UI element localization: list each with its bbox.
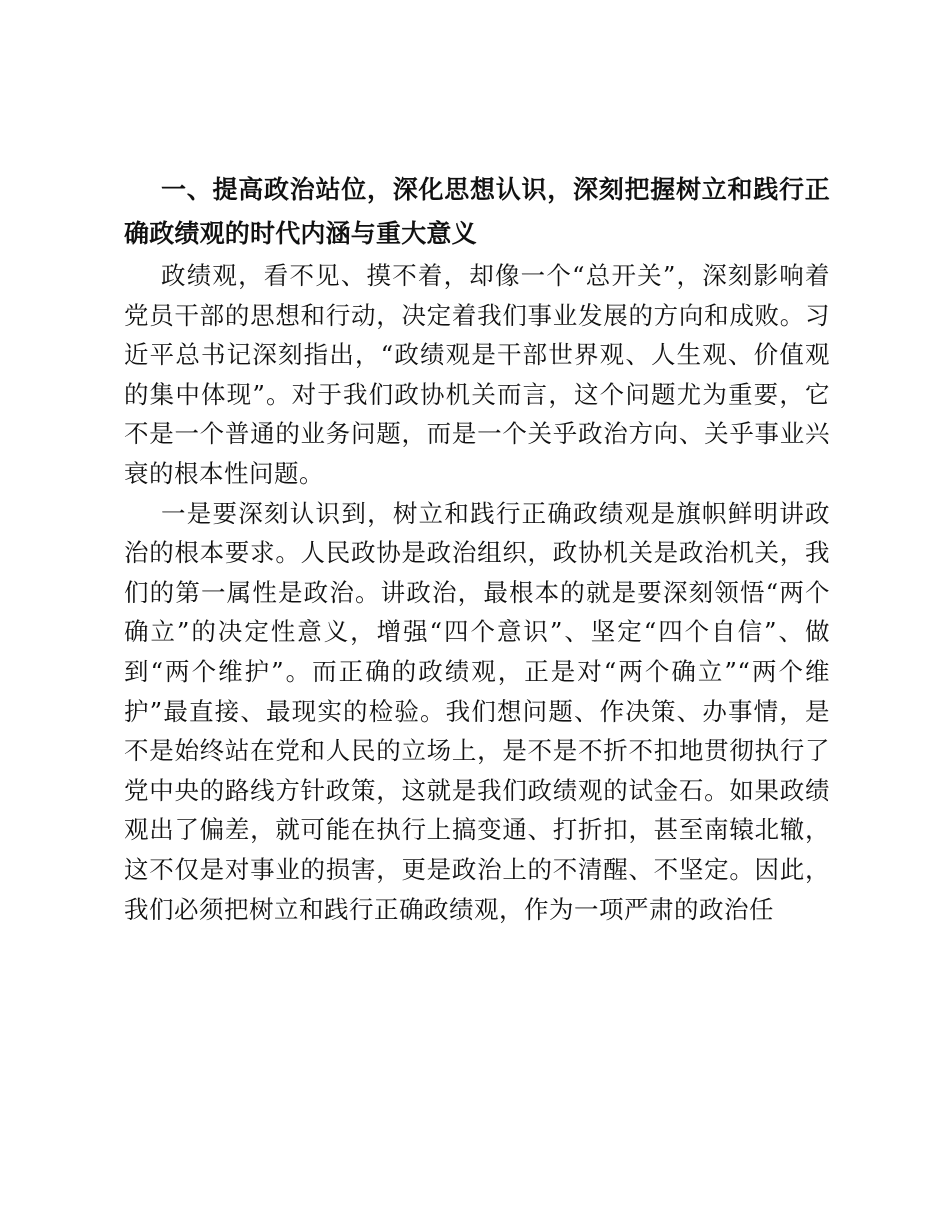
paragraph-point-one: 一是要深刻认识到，树立和践行正确政绩观是旗帜鲜明讲政治的根本要求。人民政协是政治组织，政协机关是政治机关，我们的第一属性是政治。讲政治，最根本的就是要深刻领悟“两个确立”的决定性意义，增强“四个意识”、坚定“四个自信”、做到“两个维护”。而正确的政绩观，正是对“两个确立”“两个维护”最直接、最现实的检验。我们想问题、作决策、办事情，是不是始终站在党和人民的立场上，是不是不折不扣地贯彻执行了党中央的路线方针政策，这就是我们政绩观的试金石。如果政绩观出了偏差，就可能在执行上搞变通、打折扣，甚至南辕北辙，这不仅是对事业的损害，更是政治上的不清醒、不坚定。因此，我们必须把树立和践行正确政绩观，作为一项严肃的政治任 <box>124 498 830 924</box>
paragraph-intro: 政绩观，看不见、摸不着，却像一个“总开关”，深刻影响着党员干部的思想和行动，决定着我们事业发展的方向和成败。习近平总书记深刻指出，“政绩观是干部世界观、人生观、价值观的集中体现”。对于我们政协机关而言，这个问题尤为重要，它不是一个普通的业务问题，而是一个关乎政治方向、关乎事业兴衰的根本性问题。 <box>124 261 830 488</box>
document-body <box>124 168 830 929</box>
section-heading: 一、提高政治站位，深化思想认识，深刻把握树立和践行正确政绩观的时代内涵与重大意义 <box>124 175 830 248</box>
